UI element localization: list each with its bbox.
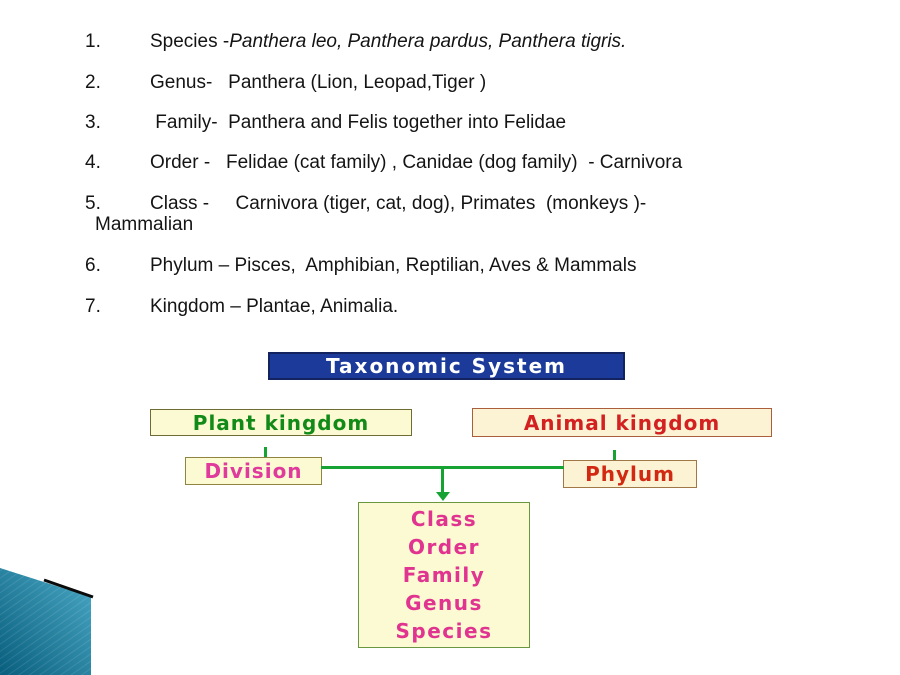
item-number: 3. [85,112,101,133]
item-text: Genus- Panthera (Lion, Leopad,Tiger ) [150,72,487,93]
hierarchy-order: Order [407,535,481,559]
division-box: Division [185,457,322,485]
item-text: Phylum – Pisces, Amphibian, Reptilian, Aves & Mammals [150,255,637,276]
hierarchy-class: Class [410,507,478,531]
item-text-line1: Class - Carnivora (tiger, cat, dog), Primates (monkeys )- [150,193,647,214]
corner-decoration [0,563,100,675]
hierarchy-species: Species [395,619,493,643]
hierarchy-family: Family [402,563,486,587]
plant-kingdom-box: Plant kingdom [150,409,412,436]
item-number: 1. [85,31,101,52]
diagram-title-box: Taxonomic System [268,352,625,380]
item-text: Kingdom – Plantae, Animalia. [150,296,399,317]
item-text-italic: Panthera leo, Panthera pardus, Panthera tigris. [229,31,627,52]
item-number: 4. [85,152,101,173]
item-text-line2: Mammalian [95,214,194,235]
down-arrow-icon [436,492,450,501]
item-number: 2. [85,72,101,93]
item-text: Order - Felidae (cat family) , Canidae (dog family) - Carnivora [150,152,683,173]
connector-plant-division [264,447,267,457]
item-text: Family- Panthera and Felis together into Felidae [150,112,567,133]
phylum-box: Phylum [563,460,697,488]
item-text-plain: Species - [150,31,230,52]
animal-kingdom-box: Animal kingdom [472,408,772,437]
connector-vertical-line [441,466,444,493]
hierarchy-box [358,502,530,648]
hierarchy-genus: Genus [405,591,483,615]
item-number: 7. [85,296,101,317]
item-number: 6. [85,255,101,276]
item-number: 5. [85,193,101,214]
